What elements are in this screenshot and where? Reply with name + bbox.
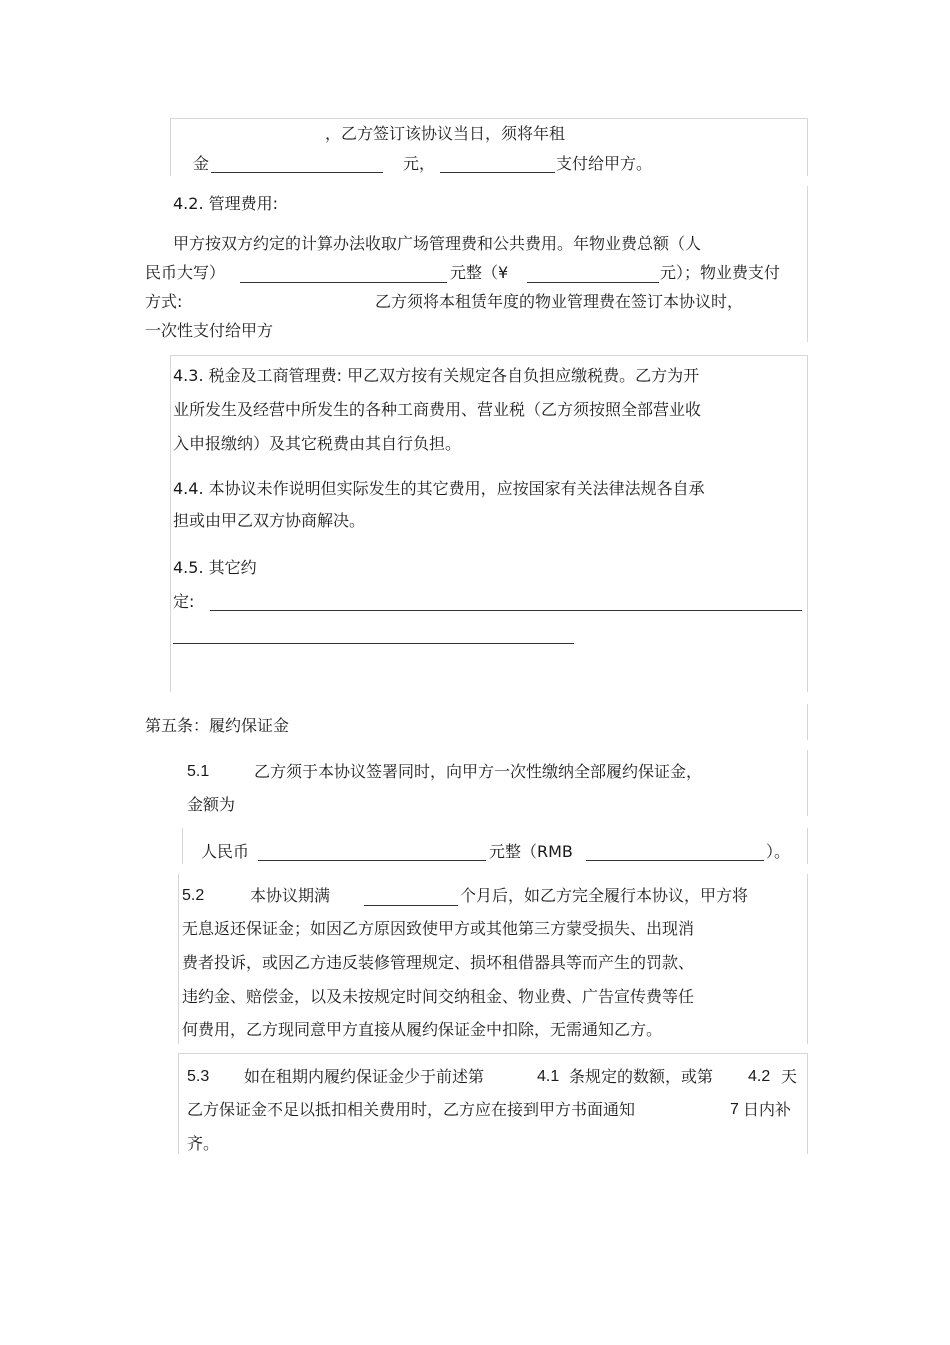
section-5-2-line-1a: 本协议期满: [250, 886, 331, 905]
section-4-4-line-2: 担或由甲乙双方协商解决。: [173, 511, 366, 530]
section-5-2-line-2: 无息返还保证金；如因乙方原因致使甲方或其他第三方蒙受损失、出现消: [182, 919, 695, 938]
section-4-3-line-2: 业所发生及经营中所发生的各种工商费用、营业税（乙方须按照全部营业收: [173, 400, 702, 419]
section-4-3-line-3: 入申报缴纳）及其它税费由其自行负担。: [173, 434, 462, 453]
other-agreement-blank-2: [173, 643, 574, 644]
section-4-2-line-1: 甲方按双方约定的计算办法收取广场管理费和公共费用。年物业费总额（人: [173, 234, 702, 253]
section-5-1-line-1: 乙方须于本协议签署同时，向甲方一次性缴纳全部履约保证金，: [254, 762, 703, 781]
rent-amount-blank: [211, 172, 383, 173]
section-5-3-line-2a: 乙方保证金不足以抵扣相关费用时，乙方应在接到甲方书面通知: [187, 1100, 636, 1119]
section-5-1-line-2: 金额为: [187, 795, 236, 814]
section-4-5-line-2: 定:: [173, 592, 195, 611]
rent-line-2-tail: 支付给甲方。: [556, 154, 653, 173]
section-4-2-line-4: 一次性支付给甲方: [145, 321, 274, 340]
section-5-3-line-1a: 如在租期内履约保证金少于前述第: [244, 1067, 485, 1086]
section-frame-5-1: [178, 750, 808, 816]
section-4-4-line-1: 4.4. 本协议未作说明但实际发生的其它费用，应按国家有关法律法规各自承: [173, 479, 705, 498]
section-4-2-line-2a: 民币大写）: [145, 263, 226, 282]
section-5-1-line-3c: ）。: [766, 842, 791, 861]
fee-words-blank: [240, 282, 447, 283]
section-5-3-line-1e: 天: [781, 1067, 798, 1086]
section-4-2-line-2b: 元整（¥: [450, 263, 509, 282]
section-5-3-line-1c: 条规定的数额，或第: [569, 1067, 714, 1086]
section-4-5-line-1: 4.5. 其它约: [173, 558, 257, 577]
fee-number-blank: [527, 282, 659, 283]
other-agreement-blank-1: [210, 610, 802, 611]
section-5-2-number: 5.2: [182, 887, 205, 904]
deposit-rmb-blank: [586, 860, 764, 861]
section-5-2-line-3: 费者投诉，或因乙方违反装修管理规定、损坏租借器具等而产生的罚款、: [182, 953, 695, 972]
section-5-3-line-3: 齐。: [187, 1134, 220, 1153]
section-5-2-line-5: 何费用，乙方现同意甲方直接从履约保证金中扣除，无需通知乙方。: [182, 1020, 663, 1039]
section-5-3-ref-4-1: 4.1: [537, 1068, 560, 1085]
section-5-2-line-4: 违约金、赔偿金，以及未按规定时间交纳租金、物业费、广告宣传费等任: [182, 987, 695, 1006]
rent-method-blank: [440, 172, 555, 173]
section-4-2-heading: 4.2. 管理费用:: [173, 194, 279, 213]
section-5-3-number: 5.3: [187, 1068, 210, 1085]
section-4-2-line-3b: 乙方须将本租赁年度的物业管理费在签订本协议时，: [375, 292, 744, 311]
article-5-heading: 第五条：履约保证金: [145, 716, 290, 735]
section-5-1-line-3b: 元整（RMB: [489, 842, 573, 861]
months-blank: [364, 905, 458, 906]
rent-line-2-label: 金: [193, 154, 210, 173]
section-5-3-ref-4-2: 4.2: [748, 1068, 771, 1085]
section-4-2-line-2c: 元）；物业费支付: [660, 263, 781, 282]
deposit-words-blank: [258, 860, 486, 861]
rent-line-1: ，乙方签订该协议当日，须将年租: [325, 124, 566, 143]
section-4-2-line-3a: 方式:: [145, 292, 183, 311]
section-5-3-days: 7: [730, 1101, 739, 1118]
section-5-1-number: 5.1: [187, 763, 210, 780]
section-5-1-line-3a: 人民币: [201, 842, 250, 861]
section-5-3-line-2c: 日内补: [743, 1100, 792, 1119]
section-5-2-line-1b: 个月后，如乙方完全履行本协议，甲方将: [460, 886, 749, 905]
section-4-3-line-1: 4.3. 税金及工商管理费: 甲乙双方按有关规定各自负担应缴税费。乙方为开: [173, 366, 700, 385]
rent-line-2-unit: 元，: [403, 154, 436, 173]
